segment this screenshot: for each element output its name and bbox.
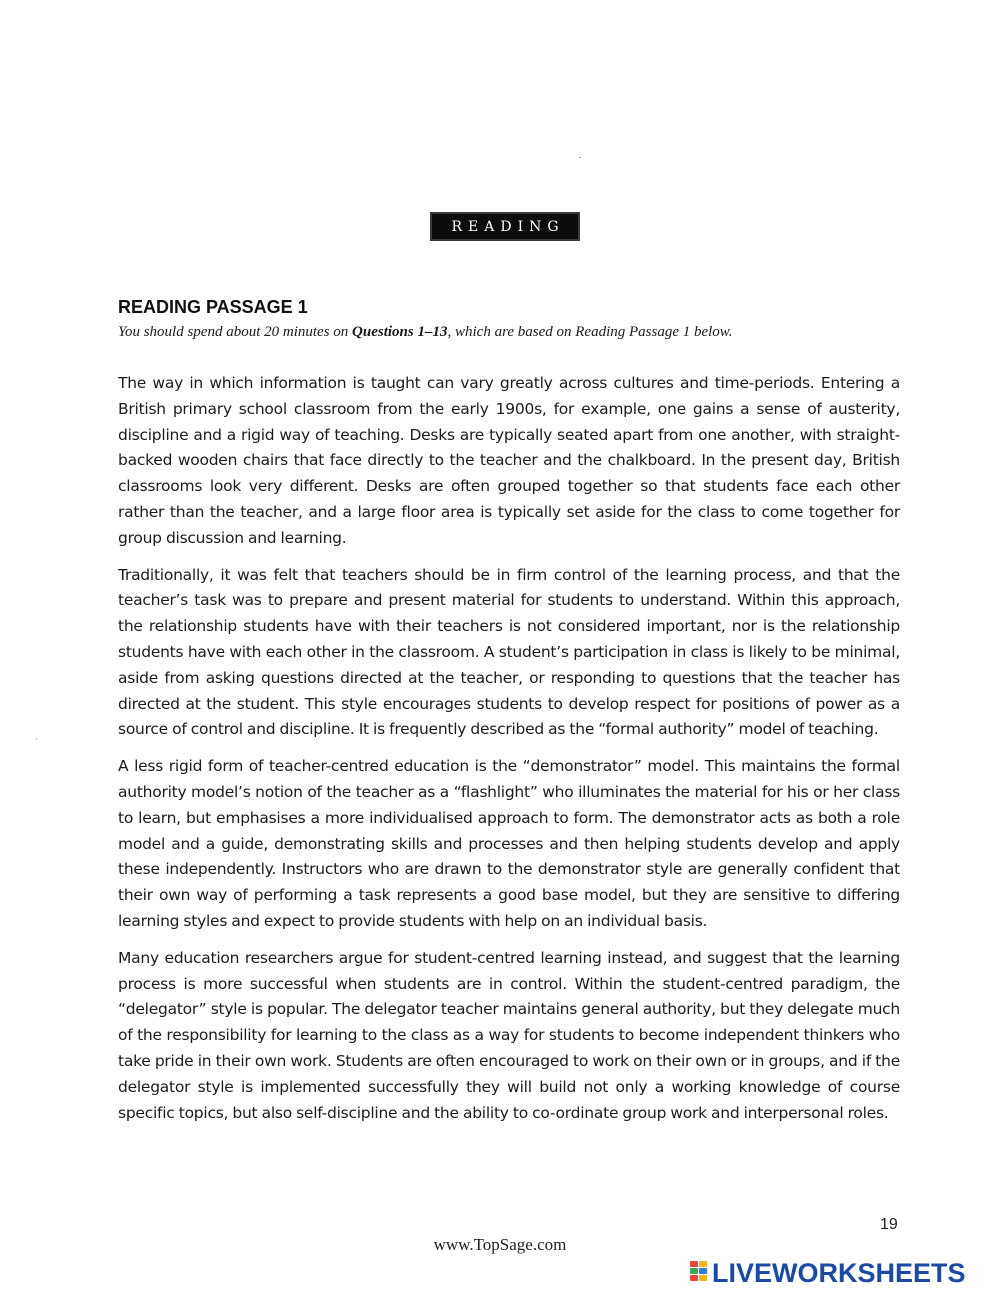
passage-title: READING PASSAGE 1 [118, 297, 308, 317]
passage-body [118, 371, 900, 1137]
scan-speck [36, 738, 37, 740]
scan-speck [579, 157, 581, 158]
instructions-intro: You should spend about 20 minutes on [118, 324, 353, 340]
liveworksheets-logo-icon [690, 1261, 708, 1285]
page-number: 19 [880, 1216, 898, 1233]
paragraph-2: Traditionally, it was felt that teachers should be in firm control of the learning process, and that the teacher’s task was to prepare and present material for students to understand. Within this approach, the relationship students have with their teachers is not considered important, nor is the relationship students have with each other in the classroom. A student’s participation in class is likely to be minimal, aside from asking questions directed at the teacher, or responding to questions that the teacher has directed at the student. This style encourages students to develop respect for positions of power as a source of control and discipline. It is frequently described as the “formal authority” model of teaching. [118, 565, 900, 739]
instructions-outro: , which are based on Reading Passage 1 below. [447, 324, 733, 340]
liveworksheets-watermark[interactable] [690, 1258, 966, 1288]
instructions-questions: Questions 1–13 [352, 324, 448, 340]
paragraph-1: The way in which information is taught can vary greatly across cultures and time-periods. Entering a British primary school classroom from the early 1900s, for example, one gains a sense of austerity, discipline and a rigid way of teaching. Desks are typically seated apart from one another, with straight-backed wooden chairs that face directly to the teacher and the chalkboard. In the present day, British classrooms look very different. Desks are often grouped together so that students face each other rather than the teacher, and a large floor area is typically set aside for the class to come together for group discussion and learning. [118, 374, 900, 547]
section-banner: READING [430, 212, 580, 241]
footer-url: www.TopSage.com [433, 1235, 567, 1254]
passage-instructions [118, 324, 898, 341]
paragraph-3: A less rigid form of teacher-centred education is the “demonstrator” model. This maintains the formal authority model’s notion of the teacher as a “flashlight” who illuminates the material for his or her class to learn, but emphasises a more individualised approach to form. The demonstrator acts as both a role model and a guide, demonstrating skills and processes and then helping students develop and apply these independently. Instructors who are drawn to the demonstrator style are generally confident that their own way of performing a task represents a good base model, but they are sensitive to differing learning styles and expect to provide students with help on an individual basis. [118, 757, 900, 930]
paragraph-4: Many education researchers argue for student-centred learning instead, and suggest that the learning process is more successful when students are in control. Within the student-centred paradigm, the “delegator” style is popular. The delegator teacher maintains general authority, but they delegate much of the responsibility for learning to the class as a way for students to become independent thinkers who take pride in their own work. Students are often encouraged to work on their own or in groups, and if the delegator style is implemented successfully they will build not only a working knowledge of course specific topics, but also self-discipline and the ability to co-ordinate group work and interpersonal roles. [118, 948, 900, 1122]
liveworksheets-wordmark: LIVEWORKSHEETS [712, 1257, 966, 1288]
